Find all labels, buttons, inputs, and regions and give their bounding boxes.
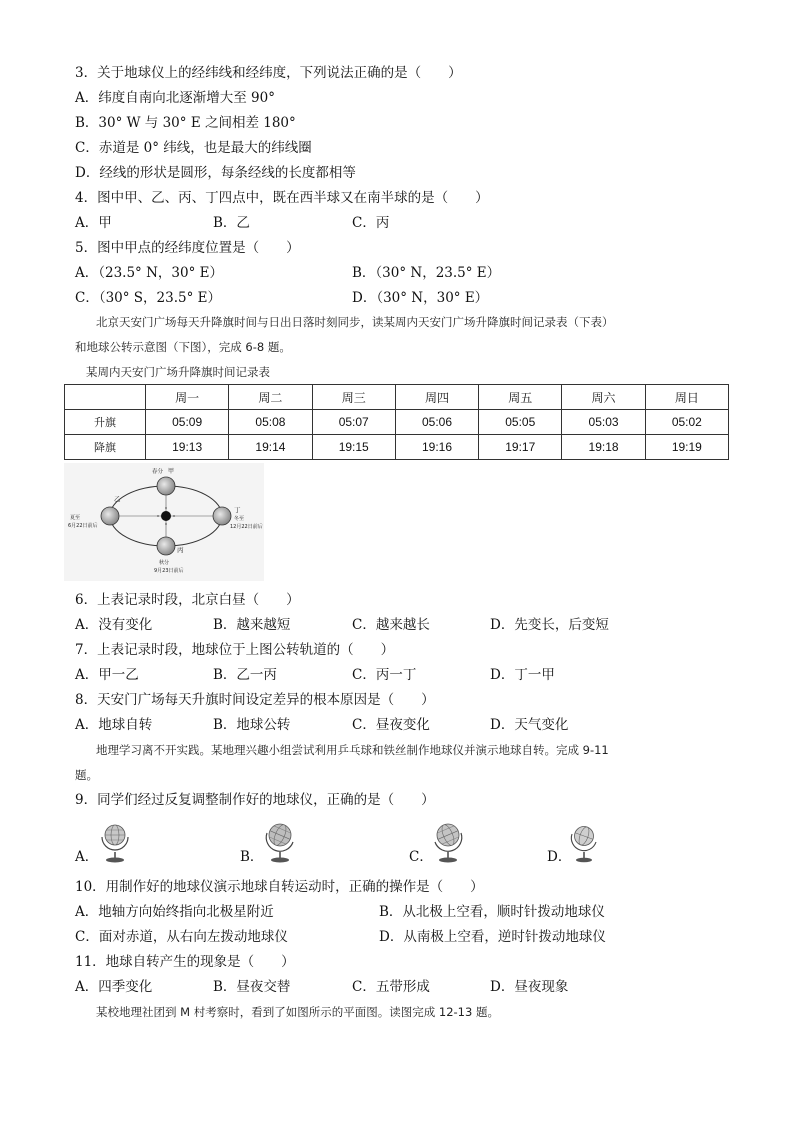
table-header-cell: 周日	[645, 385, 728, 410]
q8-option-d: D．天气变化	[490, 717, 569, 733]
table-cell: 05:09	[146, 410, 229, 435]
table-cell: 05:08	[229, 410, 312, 435]
q9-option-a: A．	[75, 849, 99, 865]
q8-option-a: A．地球自转	[75, 717, 153, 733]
table-header-row	[65, 385, 729, 410]
q7-option-a: A．甲一乙	[75, 667, 139, 683]
table-header-cell: 周五	[479, 385, 562, 410]
label-autumn: 秋分	[159, 560, 170, 566]
globe-option-c-icon	[430, 818, 466, 864]
table-cell: 19:19	[645, 435, 728, 460]
table-header-cell: 周四	[395, 385, 478, 410]
q11-option-c: C．五带形成	[352, 979, 430, 995]
q6-option-d: D．先变长，后变短	[490, 617, 609, 633]
label-summer-date: 6月22日前后	[68, 523, 98, 529]
q8-option-b: B．地球公转	[213, 717, 291, 733]
label-summer: 夏至	[70, 515, 81, 521]
q3-option-a: A．纬度自南向北逐渐增大至 90°	[75, 90, 275, 106]
q10-option-a: A．地轴方向始终指向北极星附近	[75, 904, 274, 920]
q11-stem: 11．地球自转产生的现象是（ ）	[75, 954, 295, 970]
table-header-cell: 周六	[562, 385, 645, 410]
globe-option-a-icon	[98, 820, 132, 864]
table-cell: 05:03	[562, 410, 645, 435]
q9-option-d: D．	[547, 849, 572, 865]
table-caption: 某周内天安门广场升降旗时间记录表	[86, 365, 270, 379]
q5-option-c: C．（30° S，23.5° E）	[75, 290, 222, 306]
q6-option-c: C．越来越长	[352, 617, 430, 633]
q8-option-c: C．昼夜变化	[352, 717, 430, 733]
q10-stem: 10．用制作好的地球仪演示地球自转运动时，正确的操作是（ ）	[75, 879, 484, 895]
q5-stem: 5．图中甲点的经纬度位置是（ ）	[75, 240, 300, 256]
intro-6-8-line2: 和地球公转示意图（下图），完成 6-8 题。	[75, 340, 291, 354]
q6-stem: 6．上表记录时段，北京白昼（ ）	[75, 592, 300, 608]
sun-icon	[161, 511, 171, 521]
table-cell: 19:18	[562, 435, 645, 460]
table-cell: 19:14	[229, 435, 312, 460]
table-cell: 19:16	[395, 435, 478, 460]
q7-option-c: C．丙一丁	[352, 667, 417, 683]
q5-option-b: B．（30° N，23.5° E）	[352, 265, 501, 281]
table-header-cell: 周一	[146, 385, 229, 410]
q5-option-d: D．（30° N，30° E）	[352, 290, 489, 306]
table-header-cell: 周三	[312, 385, 395, 410]
q4-option-b: B．乙	[213, 215, 250, 231]
label-yi: 乙	[114, 495, 121, 503]
q11-option-a: A．四季变化	[75, 979, 153, 995]
label-spring: 春分	[152, 469, 164, 475]
label-ding: 丁	[234, 506, 241, 514]
q5-option-a: A．（23.5° N，30° E）	[75, 265, 223, 281]
q10-option-d: D．从南极上空看，逆时针拨动地球仪	[379, 929, 606, 945]
table-corner-cell	[65, 385, 146, 410]
flag-time-table	[64, 384, 729, 460]
earth-spring-equinox-icon	[157, 477, 175, 495]
earth-winter-solstice-icon	[213, 507, 231, 525]
q3-option-b: B．30° W 与 30° E 之间相差 180°	[75, 115, 296, 131]
label-bing: 丙	[177, 546, 184, 554]
q10-option-c: C．面对赤道，从右向左拨动地球仪	[75, 929, 288, 945]
q4-stem: 4．图中甲、乙、丙、丁四点中，既在西半球又在南半球的是（ ）	[75, 190, 489, 206]
q8-stem: 8．天安门广场每天升旗时间设定差异的根本原因是（ ）	[75, 692, 435, 708]
q6-option-a: A．没有变化	[75, 617, 153, 633]
table-row-lower	[65, 435, 729, 460]
q9-option-b: B．	[240, 849, 264, 865]
q3-stem: 3．关于地球仪上的经纬线和经纬度，下列说法正确的是（ ）	[75, 65, 462, 81]
label-winter-date: 12月22日前后	[230, 524, 263, 530]
q4-option-a: A．甲	[75, 215, 112, 231]
table-cell: 19:17	[479, 435, 562, 460]
q3-option-d: D．经线的形状是圆形，每条经线的长度都相等	[75, 165, 356, 181]
q9-option-c: C．	[409, 849, 433, 865]
label-jia: 甲	[168, 468, 175, 475]
earth-revolution-diagram	[64, 463, 264, 581]
q11-option-d: D．昼夜现象	[490, 979, 569, 995]
table-row-raise	[65, 410, 729, 435]
intro-9-11-line1: 地理学习离不开实践。某地理兴趣小组尝试利用乒乓球和铁丝制作地球仪并演示地球自转。完成 9-11	[96, 743, 609, 757]
row-label-raise: 升旗	[65, 410, 146, 435]
earth-autumn-equinox-icon	[157, 537, 175, 555]
intro-9-11-line2: 题。	[75, 768, 98, 782]
table-cell: 19:15	[312, 435, 395, 460]
intro-6-8-line1: 北京天安门广场每天升降旗时间与日出日落时刻同步，读某周内天安门广场升降旗时间记录表（下表）	[96, 315, 614, 329]
q4-option-c: C．丙	[352, 215, 390, 231]
q7-option-d: D．丁一甲	[490, 667, 555, 683]
q3-option-c: C．赤道是 0° 纬线，也是最大的纬线圈	[75, 140, 312, 156]
q9-stem: 9．同学们经过反复调整制作好的地球仪，正确的是（ ）	[75, 792, 435, 808]
table-cell: 05:07	[312, 410, 395, 435]
label-winter: 冬至	[234, 516, 245, 522]
table-header-cell: 周二	[229, 385, 312, 410]
table-cell: 05:06	[395, 410, 478, 435]
table-cell: 05:05	[479, 410, 562, 435]
q10-option-b: B．从北极上空看，顺时针拨动地球仪	[379, 904, 605, 920]
table-cell: 19:13	[146, 435, 229, 460]
label-autumn-date: 9月23日前后	[154, 568, 184, 574]
q7-stem: 7．上表记录时段，地球位于上图公转轨道的（ ）	[75, 642, 395, 658]
q11-option-b: B．昼夜交替	[213, 979, 291, 995]
earth-summer-solstice-icon	[101, 507, 119, 525]
globe-option-b-icon	[262, 818, 298, 864]
intro-12-13-line1: 某校地理社团到 M 村考察时，看到了如图所示的平面图。读图完成 12-13 题。	[96, 1005, 499, 1019]
row-label-lower: 降旗	[65, 435, 146, 460]
globe-option-d-icon	[567, 820, 601, 864]
q7-option-b: B．乙一丙	[213, 667, 277, 683]
table-cell: 05:02	[645, 410, 728, 435]
q6-option-b: B．越来越短	[213, 617, 291, 633]
